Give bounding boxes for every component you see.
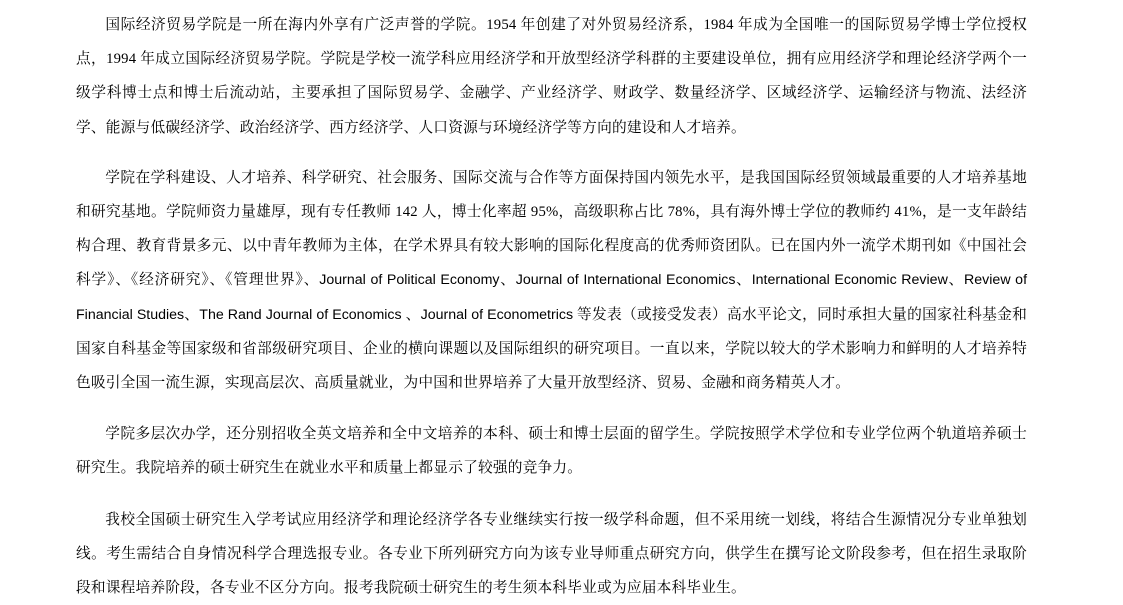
paragraph-1-text: 国际经济贸易学院是一所在海内外享有广泛声誉的学院。1954 年创建了对外贸易经济系，1984 年成为全国唯一的国际贸易学博士学位授权点，1994 年成立国际经济贸易学院。学院是学校一流学科应用经济学和开放型经济学科群的主要建设单位，拥有应用经济学和理论经济学两个一级学科博士点和博士后流动站，主要承担了国际贸易学、金融学、产业经济学、财政学、数量经济学、区域经济学、运输经济与物流、法经济学、能源与低碳经济学、政治经济学、西方经济学、人口资源与环境经济学等方向的建设和人才培养。 [76, 17, 1027, 136]
paragraph-4 [76, 503, 1027, 605]
paragraph-2-seg-4: 、 [735, 272, 752, 289]
journal-name-journal-of-econometrics: Journal of Econometrics [420, 306, 574, 323]
paragraph-gap-3 [76, 486, 1027, 503]
paragraph-gap-1 [76, 145, 1027, 161]
paragraph-2-seg-6: 、 [947, 272, 965, 289]
paragraph-2-seg-8: 、 [184, 306, 200, 323]
paragraph-2-seg-0: 学院在学科建设、人才培养、科学研究、社会服务、国际交流与合作等方面保持国内领先水平，是我国国际经贸领域最重要的人才培养基地和研究基地。学院师资力量雄厚，现有专任教师 142 人，博士化率超 95%，高级职称占比 78%，具有海外博士学位的教师约 41%，是一支年龄结构合理、教育背景多元、以中青年教师为主体，在学术界具有较大影响的国际化程度高的优秀师资团队。已在国内外一流学术期刊如《中国社会科学》、《经济研究》、《管理世界》、 [76, 169, 1027, 289]
paragraph-2-seg-10: 、 [401, 306, 421, 323]
journal-name-journal-of-political-economy: Journal of Political Economy [319, 272, 500, 289]
paragraph-2-seg-12: 等发表（或接受发表）高水平论文，同时承担大量的国家社科基金和国家自科基金等国家级和省部级研究项目、企业的横向课题以及国际组织的研究项目。一直以来，学院以较大的学术影响力和鲜明的人才培养特色吸引全国一流生源，实现高层次、高质量就业，为中国和世界培养了大量开放型经济、贸易、金融和商务精英人才。 [76, 306, 1027, 392]
journal-name-journal-of-international-economics: Journal of International Economics [515, 272, 736, 289]
document-body [76, 8, 1027, 605]
journal-name-review-of-financial-studies: Review of Financial Studies [76, 272, 1028, 323]
paragraph-4-text: 我校全国硕士研究生入学考试应用经济学和理论经济学各专业继续实行按一级学科命题，但不采用统一划线，将结合生源情况分专业单独划线。考生需结合自身情况科学合理选报专业。各专业下所列研究方向为该专业导师重点研究方向，供学生在撰写论文阶段参考，但在招生录取阶段和课程培养阶段，各专业不区分方向。报考我院硕士研究生的考生须本科毕业或为应届本科毕业生。 [76, 511, 1027, 597]
paragraph-2-seg-2: 、 [499, 272, 516, 289]
journal-name-international-economic-review: International Economic Review [751, 272, 948, 289]
paragraph-1 [76, 8, 1027, 145]
paragraph-gap-2 [76, 400, 1027, 417]
paragraph-3 [76, 417, 1027, 485]
journal-name-the-rand-journal-of-economics: The Rand Journal of Economics [199, 306, 402, 323]
paragraph-3-text: 学院多层次办学，还分别招收全英文培养和全中文培养的本科、硕士和博士层面的留学生。学院按照学术学位和专业学位两个轨道培养硕士研究生。我院培养的硕士研究生在就业水平和质量上都显示了较强的竞争力。 [76, 426, 1027, 477]
paragraph-2 [76, 161, 1027, 400]
